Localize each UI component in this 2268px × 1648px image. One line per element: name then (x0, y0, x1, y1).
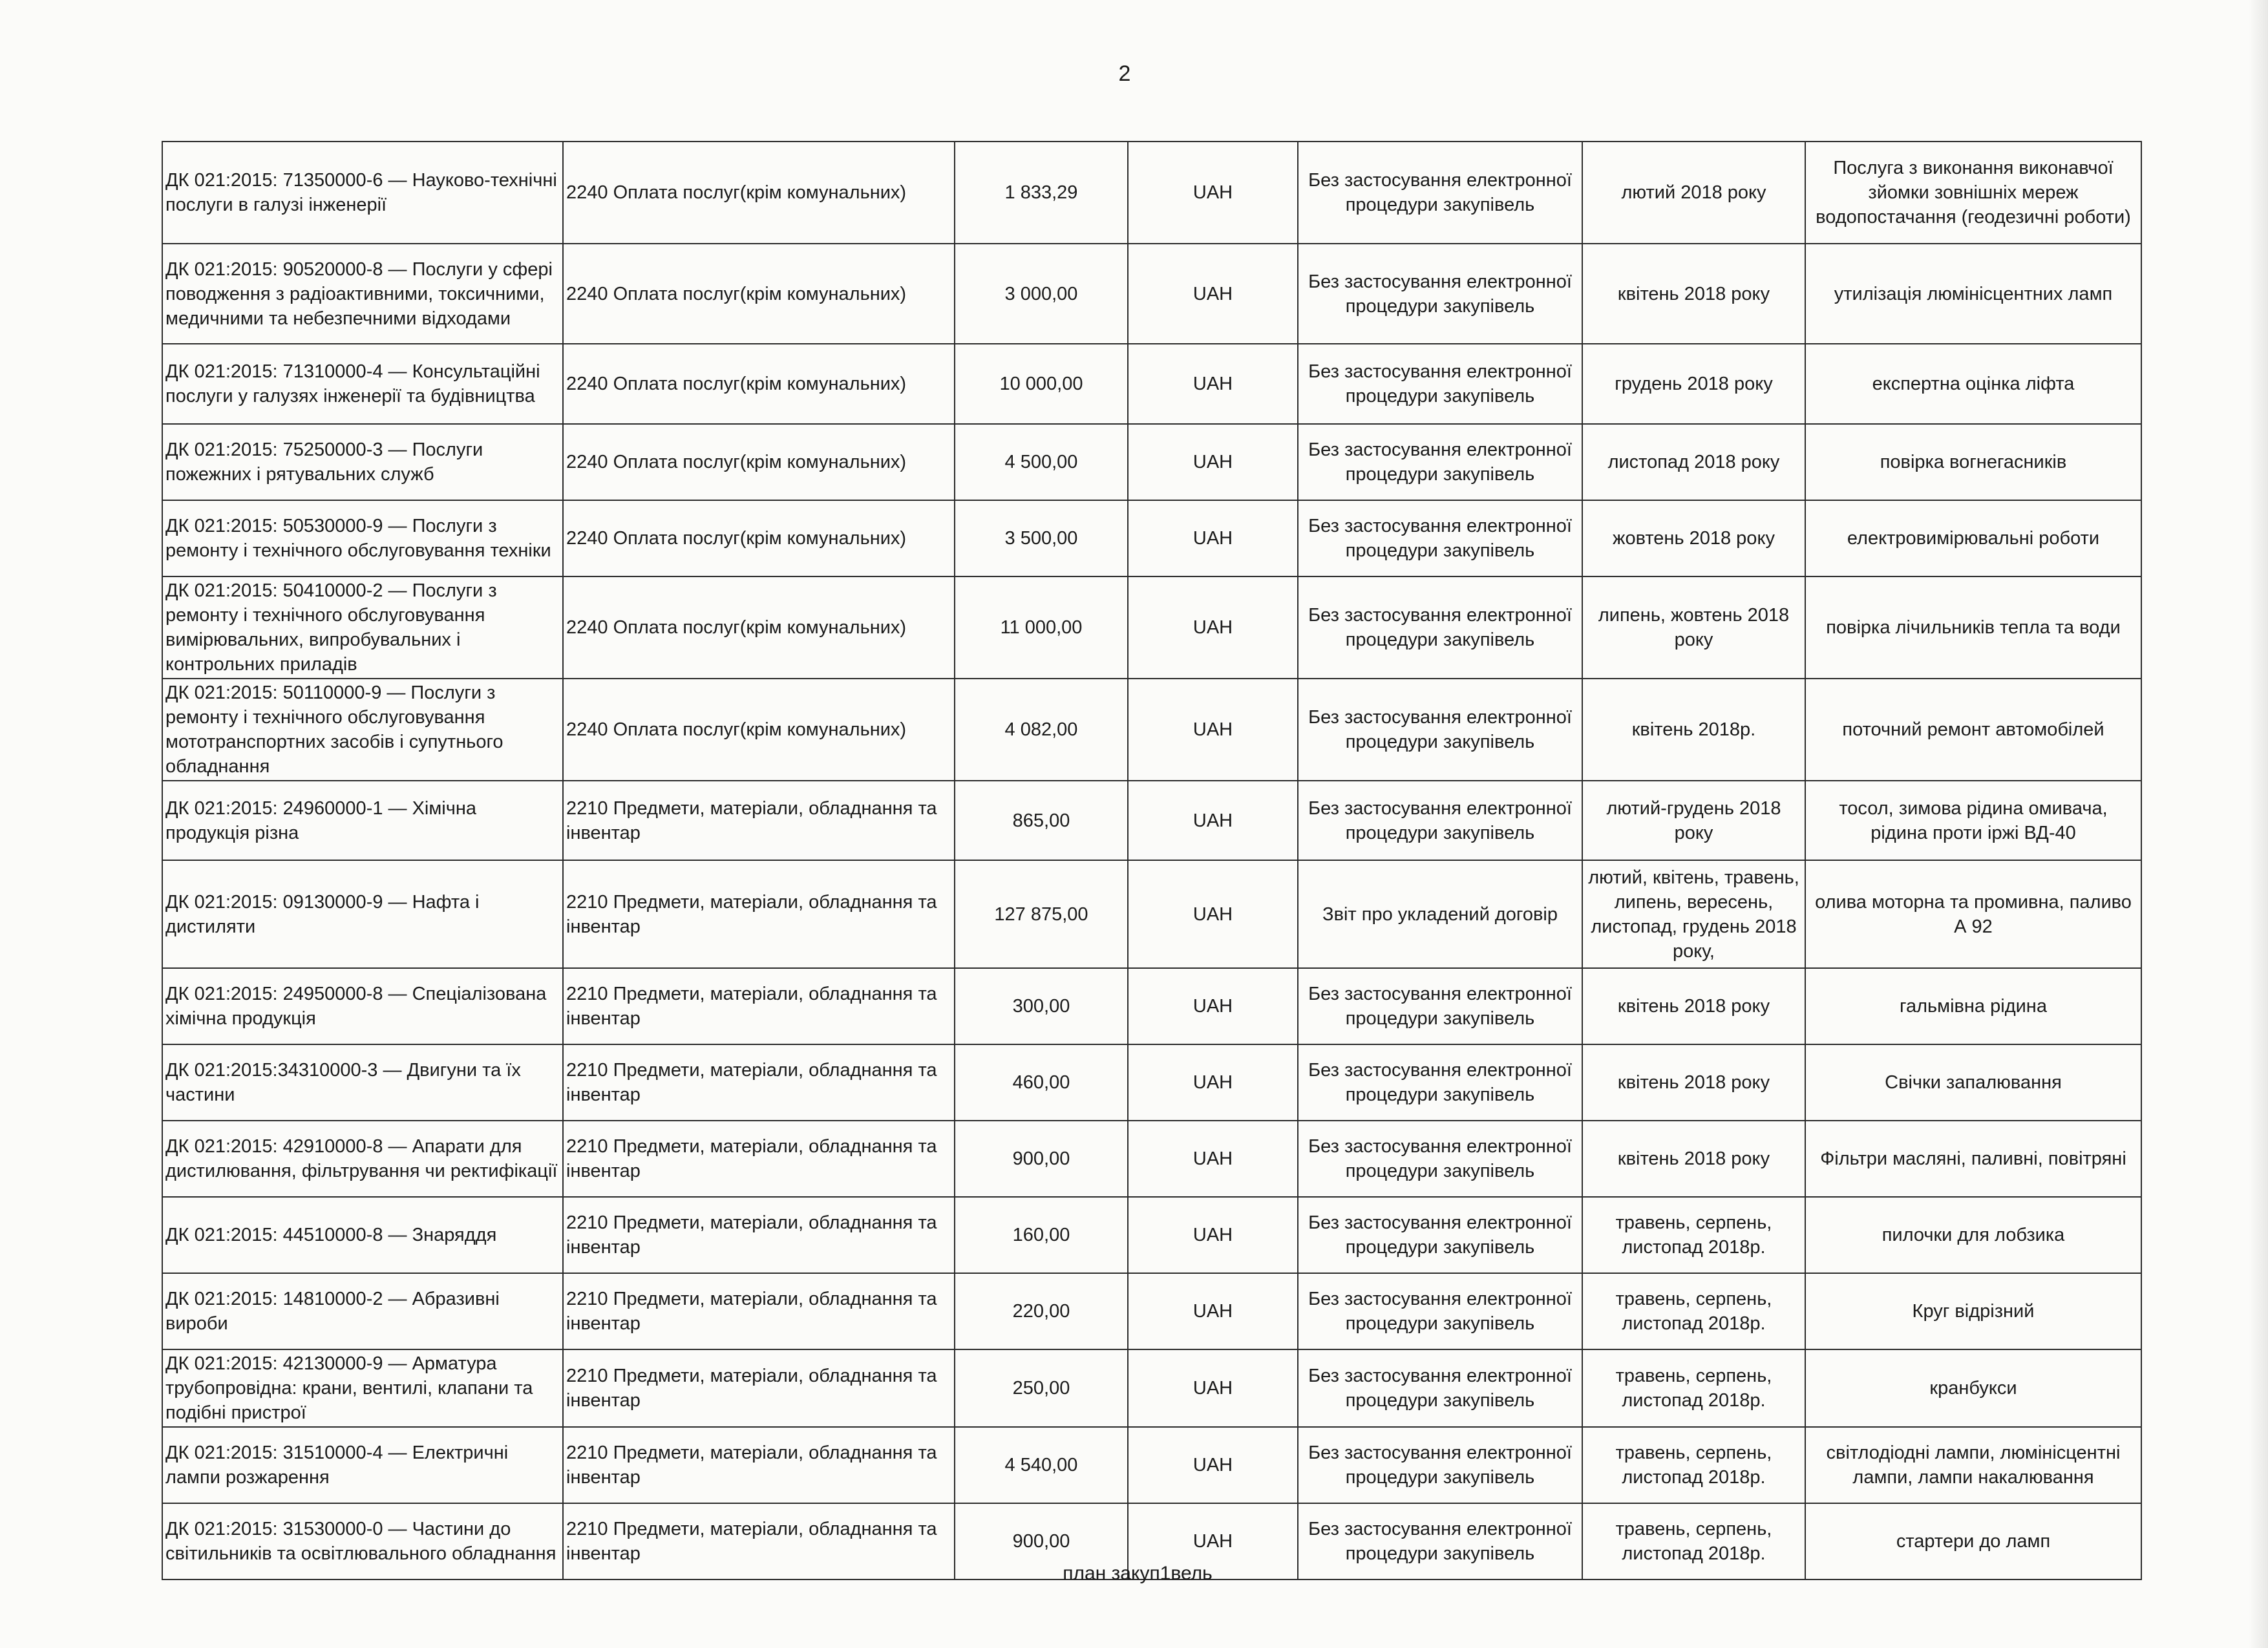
date-cell: листопад 2018 року (1582, 424, 1805, 500)
date-cell: липень, жовтень 2018 року (1582, 576, 1805, 679)
proc-cell: Без застосування електронної процедури закупівель (1298, 1273, 1582, 1349)
code-cell: ДК 021:2015: 50110000-9 — Послуги з ремонту і технічного обслуговування мототранспортних засобів і супутнього обладнання (162, 679, 563, 781)
proc-cell: Без застосування електронної процедури закупівель (1298, 679, 1582, 781)
sum-cell: 160,00 (955, 1197, 1128, 1273)
date-cell: травень, серпень, листопад 2018р. (1582, 1273, 1805, 1349)
cur-cell: UAH (1128, 860, 1298, 968)
date-cell: грудень 2018 року (1582, 344, 1805, 424)
code-cell: ДК 021:2015: 31530000-0 — Частини до світильників та освітлювального обладнання (162, 1503, 563, 1579)
proc-cell: Без застосування електронної процедури закупівель (1298, 1503, 1582, 1579)
kekv-cell: 2240 Оплата послуг(крім комунальних) (563, 679, 955, 781)
cur-cell: UAH (1128, 1349, 1298, 1427)
footer-text: план закуп1вель (1063, 1563, 1213, 1584)
sum-cell: 220,00 (955, 1273, 1128, 1349)
kekv-cell: 2210 Предмети, матеріали, обладнання та інвентар (563, 1503, 955, 1579)
date-cell: травень, серпень, листопад 2018р. (1582, 1197, 1805, 1273)
code-cell: ДК 021:2015: 24950000-8 — Спеціалізована хімічна продукція (162, 968, 563, 1044)
kekv-cell: 2240 Оплата послуг(крім комунальних) (563, 576, 955, 679)
proc-cell: Без застосування електронної процедури закупівель (1298, 142, 1582, 244)
date-cell: квітень 2018р. (1582, 679, 1805, 781)
code-cell: ДК 021:2015: 44510000-8 — Знаряддя (162, 1197, 563, 1273)
note-cell: повірка вогнегасників (1805, 424, 2141, 500)
kekv-cell: 2210 Предмети, матеріали, обладнання та інвентар (563, 1349, 955, 1427)
cur-cell: UAH (1128, 1044, 1298, 1121)
code-cell: ДК 021:2015: 50530000-9 — Послуги з ремонту і технічного обслуговування техніки (162, 500, 563, 576)
kekv-cell: 2210 Предмети, матеріали, обладнання та інвентар (563, 860, 955, 968)
kekv-cell: 2210 Предмети, матеріали, обладнання та інвентар (563, 1427, 955, 1503)
sum-cell: 4 082,00 (955, 679, 1128, 781)
kekv-cell: 2210 Предмети, матеріали, обладнання та інвентар (563, 781, 955, 860)
table-row (162, 860, 2141, 968)
sum-cell: 900,00 (955, 1121, 1128, 1197)
note-cell: тосол, зимова рідина омивача, рідина проти іржі ВД-40 (1805, 781, 2141, 860)
sum-cell: 1 833,29 (955, 142, 1128, 244)
date-cell: квітень 2018 року (1582, 1121, 1805, 1197)
proc-cell: Без застосування електронної процедури закупівель (1298, 500, 1582, 576)
proc-cell: Звіт про укладений договір (1298, 860, 1582, 968)
cur-cell: UAH (1128, 142, 1298, 244)
procurement-plan-table (162, 141, 2142, 1580)
date-cell: травень, серпень, листопад 2018р. (1582, 1427, 1805, 1503)
date-cell: лютий, квітень, травень, липень, вересень, листопад, грудень 2018 року, (1582, 860, 1805, 968)
kekv-cell: 2210 Предмети, матеріали, обладнання та інвентар (563, 1121, 955, 1197)
sum-cell: 4 500,00 (955, 424, 1128, 500)
cur-cell: UAH (1128, 244, 1298, 344)
sum-cell: 3 000,00 (955, 244, 1128, 344)
table-row (162, 1427, 2141, 1503)
proc-cell: Без застосування електронної процедури закупівель (1298, 968, 1582, 1044)
proc-cell: Без застосування електронної процедури закупівель (1298, 1121, 1582, 1197)
table-row (162, 1197, 2141, 1273)
table-row (162, 244, 2141, 344)
kekv-cell: 2210 Предмети, матеріали, обладнання та інвентар (563, 1044, 955, 1121)
code-cell: ДК 021:2015: 75250000-3 — Послуги пожежних і рятувальних служб (162, 424, 563, 500)
kekv-cell: 2210 Предмети, матеріали, обладнання та інвентар (563, 1273, 955, 1349)
cur-cell: UAH (1128, 1503, 1298, 1579)
sum-cell: 900,00 (955, 1503, 1128, 1579)
sum-cell: 300,00 (955, 968, 1128, 1044)
note-cell: Свічки запалювання (1805, 1044, 2141, 1121)
date-cell: квітень 2018 року (1582, 968, 1805, 1044)
date-cell: квітень 2018 року (1582, 1044, 1805, 1121)
table-row (162, 424, 2141, 500)
table-row (162, 1044, 2141, 1121)
sum-cell: 11 000,00 (955, 576, 1128, 679)
sum-cell: 460,00 (955, 1044, 1128, 1121)
sum-cell: 865,00 (955, 781, 1128, 860)
cur-cell: UAH (1128, 500, 1298, 576)
note-cell: пилочки для лобзика (1805, 1197, 2141, 1273)
cur-cell: UAH (1128, 968, 1298, 1044)
table-row (162, 679, 2141, 781)
kekv-cell: 2240 Оплата послуг(крім комунальних) (563, 344, 955, 424)
kekv-cell: 2240 Оплата послуг(крім комунальних) (563, 142, 955, 244)
note-cell: Послуга з виконання виконавчої зйомки зовнішніх мереж водопостачання (геодезичні роботи) (1805, 142, 2141, 244)
code-cell: ДК 021:2015: 31510000-4 — Електричні лампи розжарення (162, 1427, 563, 1503)
table-row (162, 576, 2141, 679)
cur-cell: UAH (1128, 1273, 1298, 1349)
cur-cell: UAH (1128, 679, 1298, 781)
code-cell: ДК 021:2015: 14810000-2 — Абразивні вироби (162, 1273, 563, 1349)
proc-cell: Без застосування електронної процедури закупівель (1298, 1044, 1582, 1121)
cur-cell: UAH (1128, 1427, 1298, 1503)
proc-cell: Без застосування електронної процедури закупівель (1298, 1349, 1582, 1427)
kekv-cell: 2240 Оплата послуг(крім комунальних) (563, 500, 955, 576)
code-cell: ДК 021:2015: 71310000-4 — Консультаційні послуги у галузях інженерії та будівництва (162, 344, 563, 424)
kekv-cell: 2240 Оплата послуг(крім комунальних) (563, 244, 955, 344)
table-row (162, 781, 2141, 860)
sum-cell: 3 500,00 (955, 500, 1128, 576)
note-cell: експертна оцінка ліфта (1805, 344, 2141, 424)
table-row (162, 1349, 2141, 1427)
note-cell: утилізація люмінісцентних ламп (1805, 244, 2141, 344)
cur-cell: UAH (1128, 1197, 1298, 1273)
kekv-cell: 2210 Предмети, матеріали, обладнання та інвентар (563, 968, 955, 1044)
note-cell: стартери до ламп (1805, 1503, 2141, 1579)
date-cell: травень, серпень, листопад 2018р. (1582, 1349, 1805, 1427)
date-cell: жовтень 2018 року (1582, 500, 1805, 576)
note-cell: олива моторна та промивна, паливо А 92 (1805, 860, 2141, 968)
date-cell: травень, серпень, листопад 2018р. (1582, 1503, 1805, 1579)
code-cell: ДК 021:2015: 24960000-1 — Хімічна продукція різна (162, 781, 563, 860)
proc-cell: Без застосування електронної процедури закупівель (1298, 344, 1582, 424)
sum-cell: 4 540,00 (955, 1427, 1128, 1503)
date-cell: квітень 2018 року (1582, 244, 1805, 344)
table-row (162, 1121, 2141, 1197)
proc-cell: Без застосування електронної процедури закупівель (1298, 1197, 1582, 1273)
code-cell: ДК 021:2015: 42130000-9 — Арматура трубопровідна: крани, вентилі, клапани та подібні пристрої (162, 1349, 563, 1427)
cur-cell: UAH (1128, 344, 1298, 424)
note-cell: повірка лічильників тепла та води (1805, 576, 2141, 679)
code-cell: ДК 021:2015: 50410000-2 — Послуги з ремонту і технічного обслуговування вимірювальних, випробувальних і контрольних приладів (162, 576, 563, 679)
proc-cell: Без застосування електронної процедури закупівель (1298, 244, 1582, 344)
code-cell: ДК 021:2015: 71350000-6 — Науково-технічні послуги в галузі інженерії (162, 142, 563, 244)
note-cell: електровимірювальні роботи (1805, 500, 2141, 576)
table-row (162, 500, 2141, 576)
code-cell: ДК 021:2015:34310000-3 — Двигуни та їх частини (162, 1044, 563, 1121)
code-cell: ДК 021:2015: 09130000-9 — Нафта і дистиляти (162, 860, 563, 968)
kekv-cell: 2210 Предмети, матеріали, обладнання та інвентар (563, 1197, 955, 1273)
sum-cell: 127 875,00 (955, 860, 1128, 968)
note-cell: Фільтри масляні, паливні, повітряні (1805, 1121, 2141, 1197)
note-cell: кранбукси (1805, 1349, 2141, 1427)
proc-cell: Без застосування електронної процедури закупівель (1298, 781, 1582, 860)
table-row (162, 142, 2141, 244)
proc-cell: Без застосування електронної процедури закупівель (1298, 576, 1582, 679)
date-cell: лютий-грудень 2018 року (1582, 781, 1805, 860)
table-row (162, 344, 2141, 424)
note-cell: поточний ремонт автомобілей (1805, 679, 2141, 781)
sum-cell: 10 000,00 (955, 344, 1128, 424)
table-row (162, 1273, 2141, 1349)
note-cell: Круг відрізний (1805, 1273, 2141, 1349)
date-cell: лютий 2018 року (1582, 142, 1805, 244)
note-cell: світлодіодні лампи, люмінісцентні лампи, лампи накалювання (1805, 1427, 2141, 1503)
cur-cell: UAH (1128, 424, 1298, 500)
note-cell: гальмівна рідина (1805, 968, 2141, 1044)
kekv-cell: 2240 Оплата послуг(крім комунальних) (563, 424, 955, 500)
cur-cell: UAH (1128, 781, 1298, 860)
code-cell: ДК 021:2015: 42910000-8 — Апарати для дистилювання, фільтрування чи ректифікації (162, 1121, 563, 1197)
table-row (162, 968, 2141, 1044)
cur-cell: UAH (1128, 1121, 1298, 1197)
proc-cell: Без застосування електронної процедури закупівель (1298, 1427, 1582, 1503)
code-cell: ДК 021:2015: 90520000-8 — Послуги у сфері поводження з радіоактивними, токсичними, медичними та небезпечними відходами (162, 244, 563, 344)
proc-cell: Без застосування електронної процедури закупівель (1298, 424, 1582, 500)
page-number: 2 (1118, 61, 1131, 86)
cur-cell: UAH (1128, 576, 1298, 679)
sum-cell: 250,00 (955, 1349, 1128, 1427)
scan-edge (2249, 0, 2268, 1648)
